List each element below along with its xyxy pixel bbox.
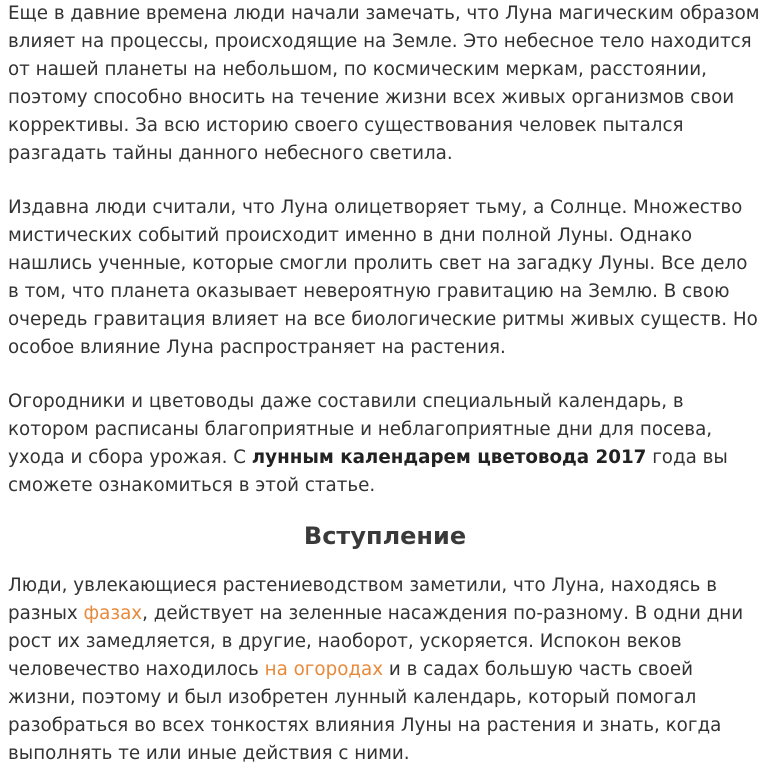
paragraph-calendar-text-end: года вы сможете ознакомиться в этой статье. [8, 447, 728, 496]
paragraph-calendar-text-start: Огородники и цветоводы даже составили специальный календарь, в котором расписаны благоприятные и неблагоприятные дни для посева, ухода и сбора урожая. С [8, 391, 713, 468]
paragraph-introduction-text-3: и в садах большую часть своей жизни, поэтому и был изобретен лунный календарь, который помогал разобраться во всех тонкостях влияния Луны на растения и знать, когда выполнять те или иные действия с ними. [8, 659, 722, 764]
paragraph-introduction-text-2: , действует на зеленные насаждения по-разному. В одни дни рост их замедляется, в другие, наоборот, ускоряется. Испокон веков человечество находилось [8, 603, 744, 680]
paragraph-moon-gravity: Издавна люди считали, что Луна олицетворяет тьму, а Солнце. Множество мистических событий происходит именно в дни полной Луны. Однако нашлись ученные, которые смогли пролить свет на загадку Луны. Все дело в том, что планета оказывает невероятную гравитацию на Землю. В свою очередь гравитация влияет на все биологические ритмы живых существ. Но особое влияние Луна распространяет на растения. [8, 197, 758, 358]
link-phases[interactable]: фазах [83, 603, 143, 624]
paragraph-introduction-text-1: Люди, увлекающиеся растениеводством заметили, что Луна, находясь в разных [8, 575, 718, 624]
paragraph-gap [8, 168, 762, 194]
link-gardens[interactable]: на огородах [264, 659, 384, 680]
paragraph-intro: Еще в давние времена люди начали замечать, что Луна магическим образом влияет на процессы, происходящие на Земле. Это небесное тело находится от нашей планеты на небольшом, по космическим меркам, расстоянии, поэтому способно вносить на течение жизни всех живых организмов свои коррективы. За всю историю своего существования человек пытался разгадать тайны данного небесного светила. [8, 3, 760, 164]
calendar-keyword-bold: лунным календарем цветовода 2017 [251, 447, 647, 468]
section-heading: Вступление [303, 522, 467, 550]
paragraph-introduction [8, 572, 762, 768]
paragraph-gap [8, 362, 762, 388]
paragraph-calendar [8, 388, 762, 500]
